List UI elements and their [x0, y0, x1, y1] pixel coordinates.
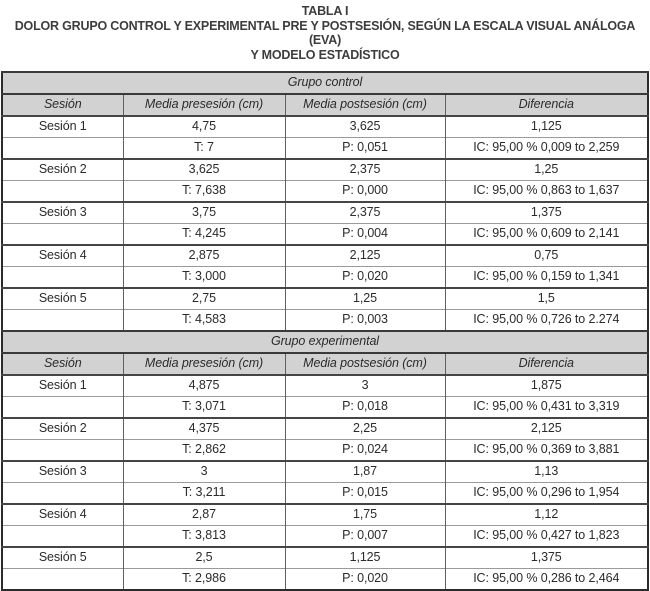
table-title-line-1: DOLOR GRUPO CONTROL Y EXPERIMENTAL PRE Y POSTSESIÓN, SEGÚN LA ESCALA VISUAL ANÁLOGA (EVA)	[14, 18, 636, 47]
table-caption	[0, 0, 650, 62]
pre-mean-cell: 4,75	[123, 116, 285, 138]
pre-mean-cell: 3,75	[123, 202, 285, 224]
t-value-cell: T: 3,813	[123, 526, 285, 548]
table-row-session-values	[2, 245, 648, 267]
empty-cell	[2, 440, 123, 462]
ic-cell: IC: 95,00 % 0,286 to 2,464	[445, 569, 648, 591]
table-row-group-header	[2, 331, 648, 353]
column-header-difference: Diferencia	[445, 94, 648, 116]
t-value-cell: T: 3,211	[123, 483, 285, 505]
table-row-session-values	[2, 288, 648, 310]
diff-cell: 1,12	[445, 504, 648, 526]
t-value-cell: T: 7	[123, 138, 285, 160]
post-mean-cell: 2,375	[285, 159, 445, 181]
p-value-cell: P: 0,007	[285, 526, 445, 548]
table-row-session-values	[2, 202, 648, 224]
table-body	[2, 72, 648, 590]
pre-mean-cell: 3,625	[123, 159, 285, 181]
table-number: TABLA I	[301, 4, 349, 18]
column-header-session: Sesión	[2, 94, 123, 116]
pre-mean-cell: 2,5	[123, 547, 285, 569]
t-value-cell: T: 2,986	[123, 569, 285, 591]
pre-mean-cell: 4,875	[123, 375, 285, 397]
table-row-session-stats	[2, 440, 648, 462]
table-row-session-stats	[2, 483, 648, 505]
ic-cell: IC: 95,00 % 0,609 to 2,141	[445, 224, 648, 246]
empty-cell	[2, 526, 123, 548]
empty-cell	[2, 483, 123, 505]
empty-cell	[2, 267, 123, 289]
post-mean-cell: 2,25	[285, 418, 445, 440]
session-cell: Sesión 5	[2, 288, 123, 310]
ic-cell: IC: 95,00 % 0,726 to 2.274	[445, 310, 648, 332]
t-value-cell: T: 4,245	[123, 224, 285, 246]
session-cell: Sesión 1	[2, 375, 123, 397]
session-cell: Sesión 3	[2, 461, 123, 483]
session-cell: Sesión 2	[2, 418, 123, 440]
diff-cell: 0,75	[445, 245, 648, 267]
p-value-cell: P: 0,024	[285, 440, 445, 462]
t-value-cell: T: 7,638	[123, 181, 285, 203]
table-row-column-headers	[2, 353, 648, 375]
session-cell: Sesión 5	[2, 547, 123, 569]
table-row-session-stats	[2, 397, 648, 419]
p-value-cell: P: 0,003	[285, 310, 445, 332]
diff-cell: 1,13	[445, 461, 648, 483]
table-row-session-values	[2, 375, 648, 397]
session-cell: Sesión 1	[2, 116, 123, 138]
p-value-cell: P: 0,004	[285, 224, 445, 246]
p-value-cell: P: 0,018	[285, 397, 445, 419]
post-mean-cell: 1,75	[285, 504, 445, 526]
ic-cell: IC: 95,00 % 0,369 to 3,881	[445, 440, 648, 462]
column-header-session: Sesión	[2, 353, 123, 375]
post-mean-cell: 3,625	[285, 116, 445, 138]
pre-mean-cell: 2,875	[123, 245, 285, 267]
post-mean-cell: 1,125	[285, 547, 445, 569]
column-header-pre-mean: Media presesión (cm)	[123, 353, 285, 375]
post-mean-cell: 2,125	[285, 245, 445, 267]
p-value-cell: P: 0,020	[285, 569, 445, 591]
ic-cell: IC: 95,00 % 0,159 to 1,341	[445, 267, 648, 289]
table-row-session-values	[2, 116, 648, 138]
ic-cell: IC: 95,00 % 0,427 to 1,823	[445, 526, 648, 548]
session-cell: Sesión 3	[2, 202, 123, 224]
eva-results-table	[1, 71, 649, 591]
t-value-cell: T: 2,862	[123, 440, 285, 462]
pre-mean-cell: 2,87	[123, 504, 285, 526]
ic-cell: IC: 95,00 % 0,009 to 2,259	[445, 138, 648, 160]
p-value-cell: P: 0,020	[285, 267, 445, 289]
table-row-session-stats	[2, 267, 648, 289]
table-row-session-values	[2, 547, 648, 569]
t-value-cell: T: 3,000	[123, 267, 285, 289]
diff-cell: 1,5	[445, 288, 648, 310]
empty-cell	[2, 138, 123, 160]
diff-cell: 2,125	[445, 418, 648, 440]
p-value-cell: P: 0,000	[285, 181, 445, 203]
table-row-session-stats	[2, 569, 648, 591]
table-title-line-2: Y MODELO ESTADÍSTICO	[250, 47, 400, 62]
pre-mean-cell: 2,75	[123, 288, 285, 310]
post-mean-cell: 2,375	[285, 202, 445, 224]
pre-mean-cell: 4,375	[123, 418, 285, 440]
column-header-post-mean: Media postsesión (cm)	[285, 353, 445, 375]
t-value-cell: T: 3,071	[123, 397, 285, 419]
group-header-label: Grupo experimental	[2, 331, 648, 353]
table-row-session-values	[2, 504, 648, 526]
session-cell: Sesión 4	[2, 504, 123, 526]
p-value-cell: P: 0,051	[285, 138, 445, 160]
group-header-label: Grupo control	[2, 72, 648, 94]
diff-cell: 1,375	[445, 547, 648, 569]
session-cell: Sesión 4	[2, 245, 123, 267]
diff-cell: 1,125	[445, 116, 648, 138]
ic-cell: IC: 95,00 % 0,296 to 1,954	[445, 483, 648, 505]
empty-cell	[2, 224, 123, 246]
table-row-session-stats	[2, 181, 648, 203]
table-row-column-headers	[2, 94, 648, 116]
diff-cell: 1,25	[445, 159, 648, 181]
post-mean-cell: 1,87	[285, 461, 445, 483]
table-row-session-stats	[2, 224, 648, 246]
table-row-session-values	[2, 461, 648, 483]
column-header-post-mean: Media postsesión (cm)	[285, 94, 445, 116]
table-row-group-header	[2, 72, 648, 94]
t-value-cell: T: 4,583	[123, 310, 285, 332]
session-cell: Sesión 2	[2, 159, 123, 181]
empty-cell	[2, 181, 123, 203]
table-row-session-values	[2, 159, 648, 181]
table-row-session-stats	[2, 310, 648, 332]
diff-cell: 1,875	[445, 375, 648, 397]
table-row-session-stats	[2, 138, 648, 160]
ic-cell: IC: 95,00 % 0,431 to 3,319	[445, 397, 648, 419]
post-mean-cell: 3	[285, 375, 445, 397]
table-row-session-values	[2, 418, 648, 440]
p-value-cell: P: 0,015	[285, 483, 445, 505]
empty-cell	[2, 397, 123, 419]
empty-cell	[2, 569, 123, 591]
column-header-pre-mean: Media presesión (cm)	[123, 94, 285, 116]
diff-cell: 1,375	[445, 202, 648, 224]
ic-cell: IC: 95,00 % 0,863 to 1,637	[445, 181, 648, 203]
post-mean-cell: 1,25	[285, 288, 445, 310]
empty-cell	[2, 310, 123, 332]
pre-mean-cell: 3	[123, 461, 285, 483]
table-row-session-stats	[2, 526, 648, 548]
column-header-difference: Diferencia	[445, 353, 648, 375]
